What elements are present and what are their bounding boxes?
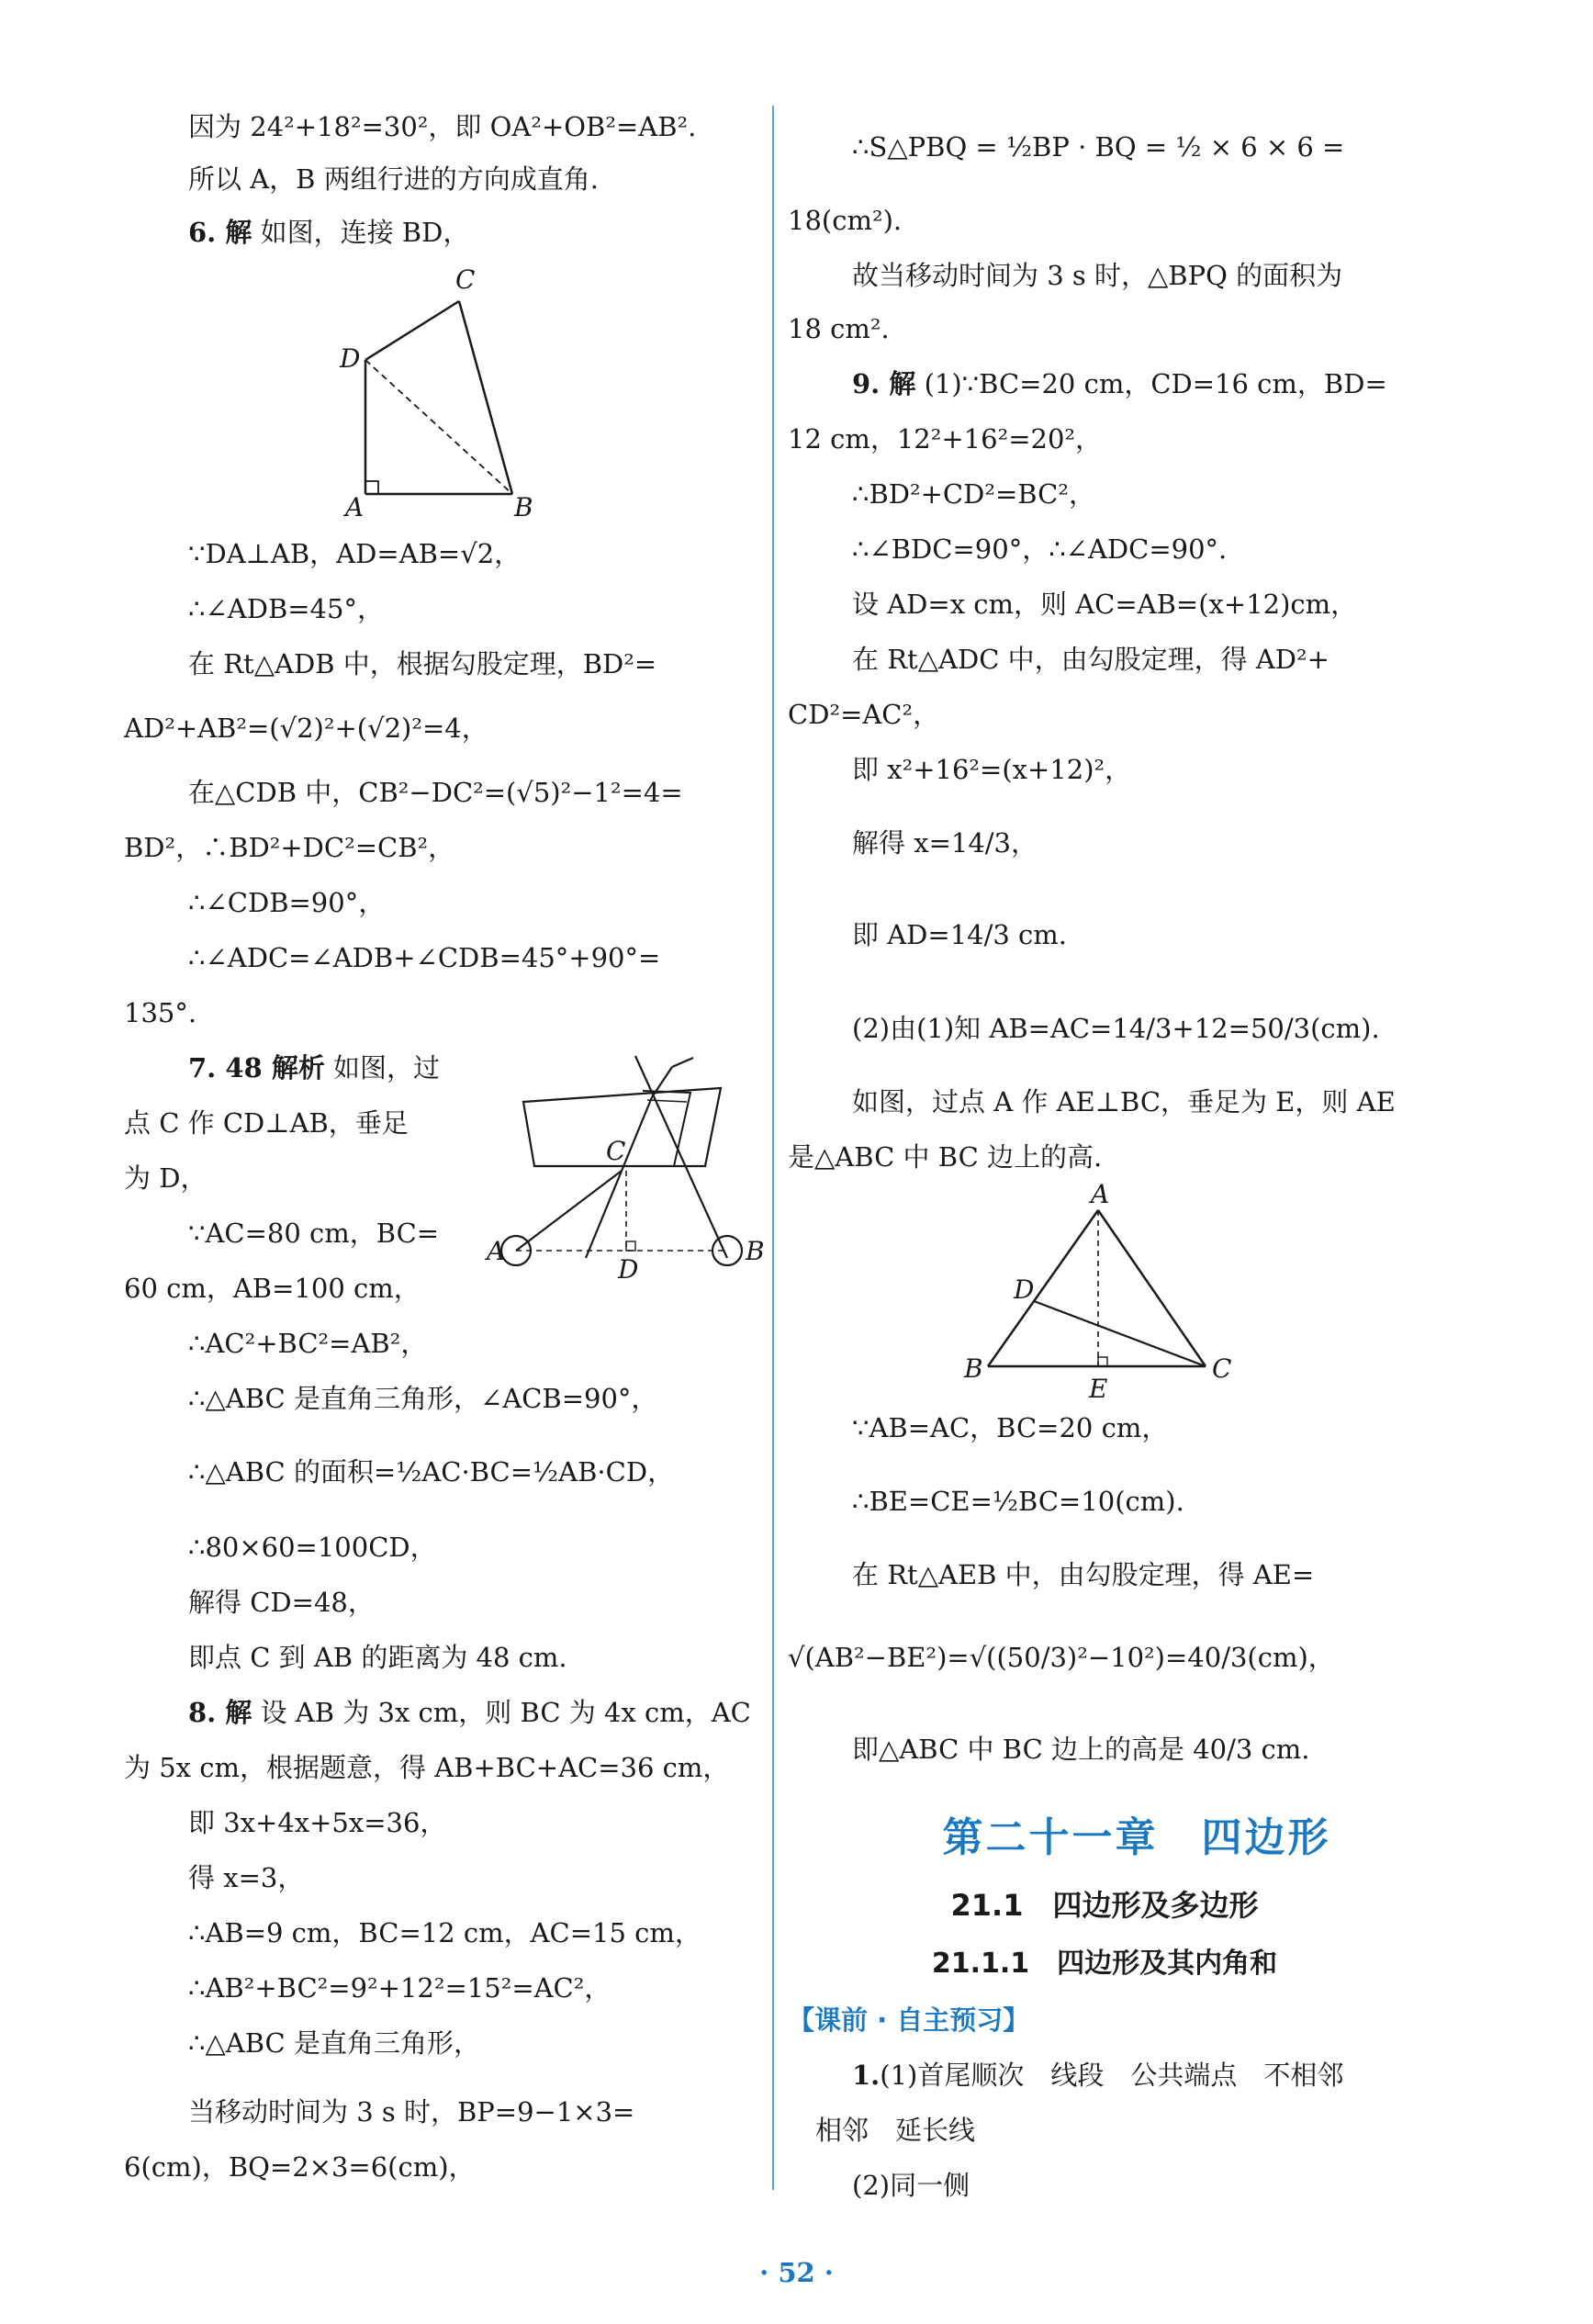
text-line: CD²=AC²，	[788, 699, 940, 730]
text-line: ∵AC=80 cm，BC=	[188, 1218, 440, 1249]
figure-stroller	[487, 1047, 765, 1285]
right-angle-mark	[365, 481, 378, 494]
text-line: √(AB²−BE²)=√((50/3)²−10²)=40/3(cm)，	[788, 1642, 1335, 1673]
segment-cb	[635, 1056, 727, 1258]
stroller-handle-grip	[672, 1058, 693, 1067]
segment-bd-dashed	[365, 360, 512, 494]
text-line: 解得 x=14/3，	[852, 827, 1038, 859]
label-b: B	[964, 1353, 983, 1384]
text-line: 即 3x+4x+5x=36，	[188, 1807, 447, 1838]
text-line: 即点 C 到 AB 的距离为 48 cm.	[188, 1642, 567, 1673]
problem-8-head	[188, 1694, 751, 1731]
text-line: 即 AD=14/3 cm.	[852, 919, 1068, 950]
label-c: C	[455, 264, 476, 295]
text-line: 当移动时间为 3 s 时，BP=9−1×3=	[188, 2096, 635, 2128]
text-line: 如图，过点 A 作 AE⊥BC，垂足为 E，则 AE	[852, 1086, 1396, 1117]
text-line: 点 C 作 CD⊥AB，垂足	[124, 1107, 409, 1139]
text-line: 12 cm，12²+16²=20²，	[788, 423, 1103, 455]
label-d: D	[1014, 1274, 1035, 1305]
text-line: ∴∠ADC=∠ADB+∠CDB=45°+90°=	[188, 942, 661, 973]
text-line: (1)∵BC=20 cm，CD=16 cm，BD=	[924, 368, 1387, 399]
text-line: 为 5x cm，根据题意，得 AB+BC+AC=36 cm，	[124, 1752, 730, 1783]
text-line: 60 cm，AB=100 cm，	[124, 1273, 421, 1304]
text-line: ∴BD²+CD²=BC²，	[852, 478, 1095, 510]
text-line: BD²，∴BD²+DC²=CB²，	[124, 832, 455, 863]
problem-9-head	[852, 365, 1387, 402]
column-divider	[772, 106, 774, 2190]
text-line: (2)由(1)知 AB=AC=14/3+12=50/3(cm).	[852, 1013, 1380, 1044]
text-line: AD²+AB²=(√2)²+(√2)²=4，	[124, 713, 488, 744]
text-line: 为 D，	[124, 1162, 208, 1194]
text-line: 所以 A，B 两组行进的方向成直角.	[188, 163, 599, 195]
text-line: 18(cm²).	[788, 205, 903, 236]
problem-7-head	[188, 1050, 440, 1086]
label-a: A	[1091, 1179, 1110, 1209]
text-line: ∴80×60=100CD，	[188, 1532, 437, 1563]
question-1-line	[852, 2057, 1343, 2094]
text-line: (1)首尾顺次 线段 公共端点 不相邻	[880, 2060, 1344, 2091]
text-line: 在 Rt△AEB 中，由勾股定理，得 AE=	[852, 1559, 1315, 1590]
text-line: ∵DA⊥AB，AD=AB=√2，	[188, 538, 522, 569]
text-line: 设 AB 为 3x cm，则 BC 为 4x cm，AC	[260, 1697, 751, 1728]
label-a: A	[345, 492, 365, 522]
label-e: E	[1089, 1374, 1108, 1404]
stroller-hood-rib	[647, 1100, 687, 1102]
problem-number: 9. 解	[852, 368, 916, 399]
text-line: 即 x²+16²=(x+12)²，	[852, 754, 1132, 785]
page-number: · 52 ·	[759, 2257, 834, 2288]
right-angle-mark	[1098, 1357, 1107, 1366]
text-line: 如图，连接 BD，	[260, 217, 470, 248]
text-line: ∴AB²+BC²=9²+12²=15²=AC²，	[188, 1972, 611, 2004]
text-line: ∴BE=CE=½BC=10(cm).	[852, 1486, 1184, 1517]
text-line: ∴AC²+BC²=AB²，	[188, 1328, 428, 1359]
text-line: 得 x=3，	[188, 1862, 305, 1893]
text-line: 18 cm².	[788, 313, 890, 344]
question-number: 1.	[852, 2060, 881, 2091]
text-line: 在△CDB 中，CB²−DC²=(√5)²−1²=4=	[188, 777, 683, 808]
problem-number: 7. 48 解析	[188, 1052, 325, 1083]
segment-ab	[988, 1210, 1098, 1366]
text-line: 设 AD=x cm，则 AC=AB=(x+12)cm，	[852, 589, 1358, 620]
section-title: 21.1 四边形及多边形	[950, 1888, 1259, 1923]
label-c: C	[606, 1136, 626, 1166]
subsection-title: 21.1.1 四边形及其内角和	[931, 1948, 1278, 1980]
section-tag: 【课前 · 自主预习】	[788, 2004, 1030, 2036]
text-line: ∴AB=9 cm，BC=12 cm，AC=15 cm，	[188, 1917, 701, 1948]
label-d: D	[618, 1254, 639, 1285]
chapter-title: 第二十一章 四边形	[942, 1814, 1331, 1861]
text-line: (2)同一侧	[852, 2170, 970, 2201]
text-line: 6(cm)，BQ=2×3=6(cm)，	[124, 2151, 476, 2183]
text-line: ∴△ABC 的面积=½AC·BC=½AB·CD，	[188, 1456, 675, 1488]
text-line: ∴S△PBQ = ½BP · BQ = ½ × 6 × 6 =	[852, 131, 1345, 163]
text-line: ∴∠ADB=45°，	[188, 593, 384, 624]
segment-cd	[1034, 1301, 1206, 1366]
text-line: 故当移动时间为 3 s 时，△BPQ 的面积为	[852, 260, 1343, 291]
label-a: A	[487, 1236, 506, 1266]
segment-cb	[459, 301, 512, 494]
problem-6-head	[188, 214, 469, 251]
stroller-handle	[586, 1097, 652, 1258]
label-b: B	[514, 492, 533, 522]
text-line: 135°.	[124, 997, 197, 1028]
right-angle-mark	[626, 1241, 635, 1251]
text-line: 是△ABC 中 BC 边上的高.	[788, 1141, 1103, 1173]
text-line: 解得 CD=48，	[188, 1587, 375, 1618]
text-line: 如图，过	[333, 1052, 441, 1083]
problem-number: 6. 解	[188, 217, 252, 248]
text-line: 相邻 延长线	[815, 2115, 976, 2146]
label-b: B	[746, 1236, 765, 1266]
text-line: 因为 24²+18²=30²，即 OA²+OB²=AB².	[188, 111, 697, 142]
label-c: C	[1212, 1353, 1232, 1384]
segment-dc	[365, 301, 459, 360]
figure-quadrilateral-abcd	[340, 264, 670, 522]
label-d: D	[340, 343, 361, 374]
text-line: 在 Rt△ADC 中，由勾股定理，得 AD²+	[852, 644, 1329, 675]
text-line: 即△ABC 中 BC 边上的高是 40/3 cm.	[852, 1734, 1310, 1765]
text-line: ∴△ABC 是直角三角形，∠ACB=90°，	[188, 1383, 658, 1414]
text-line: ∴∠CDB=90°，	[188, 887, 386, 918]
problem-number: 8. 解	[188, 1697, 252, 1728]
figure-isosceles-triangle	[962, 1179, 1238, 1409]
segment-ac	[1098, 1210, 1206, 1366]
text-line: ∴∠BDC=90°，∴∠ADC=90°.	[852, 533, 1228, 565]
text-line: ∵AB=AC，BC=20 cm，	[852, 1412, 1169, 1443]
text-line: ∴△ABC 是直角三角形，	[188, 2027, 480, 2059]
text-line: 在 Rt△ADB 中，根据勾股定理，BD²=	[188, 648, 657, 679]
